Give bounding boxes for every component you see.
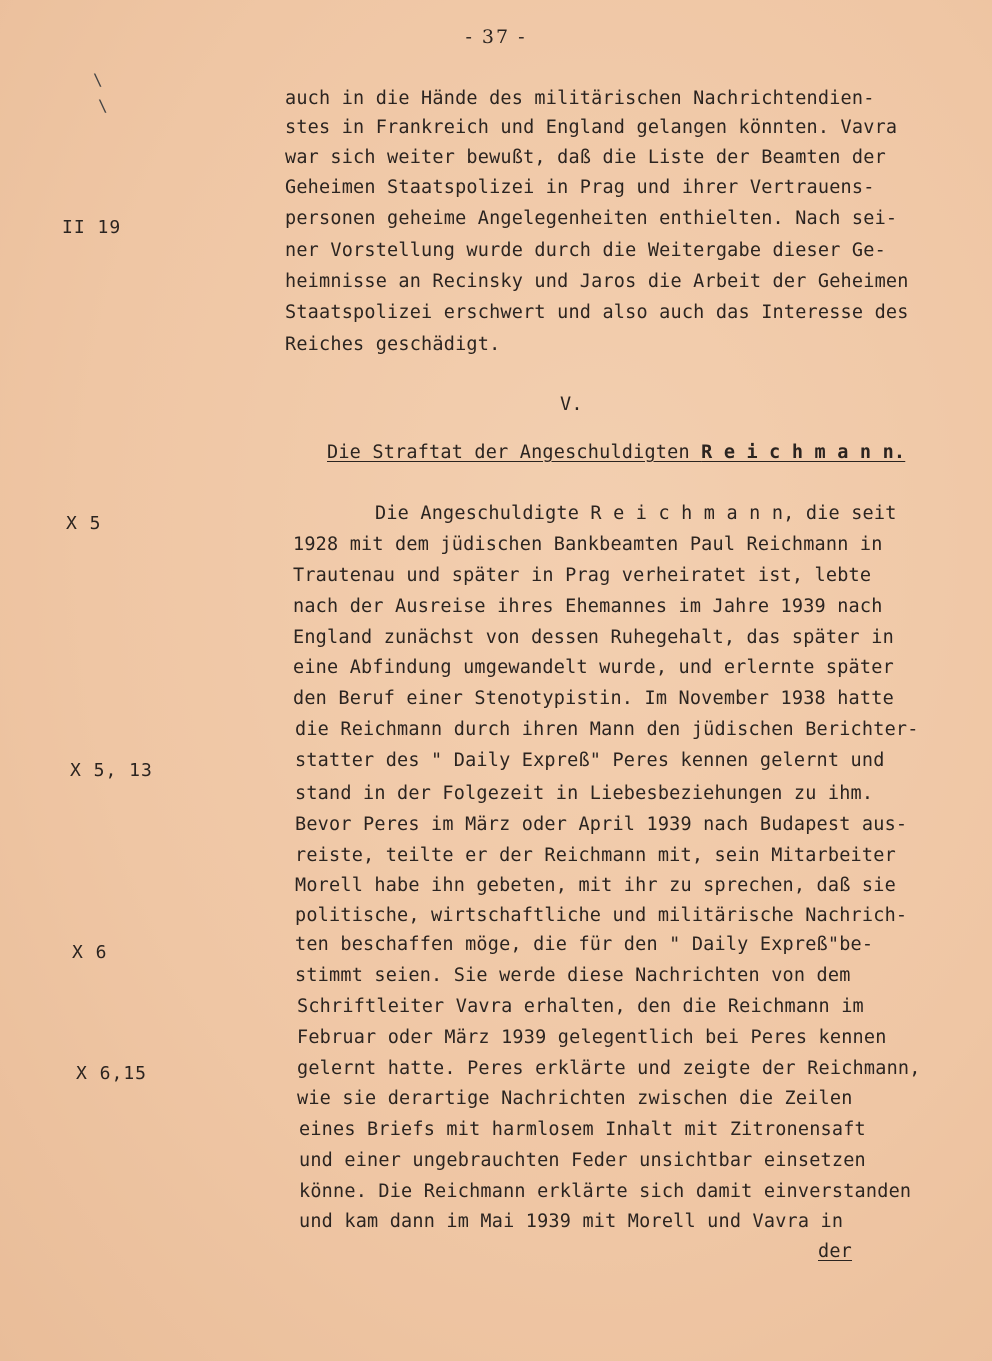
text-line: Geheimen Staatspolizei in Prag und ihrer Vertrauens- xyxy=(285,177,875,198)
text-line: ten beschaffen möge, die für den " Daily Expreß"be- xyxy=(295,934,874,955)
text-line: Staatspolizei erschwert und also auch das Interesse des xyxy=(285,302,909,323)
margin-note: II 19 xyxy=(62,217,122,238)
text-line: personen geheime Angelegenheiten enthielten. Nach sei- xyxy=(285,208,898,229)
text-line: politische, wirtschaftliche und militärische Nachrich- xyxy=(295,905,908,926)
catchword: der xyxy=(818,1241,853,1262)
text-line: heimnisse an Recinsky und Jaros die Arbeit der Geheimen xyxy=(285,271,909,292)
page-number: - 37 - xyxy=(465,26,527,48)
text-line: eines Briefs mit harmlosem Inhalt mit Zitronensaft xyxy=(299,1119,866,1140)
text-line: stes in Frankreich und England gelangen könnten. Vavra xyxy=(285,117,898,138)
text-line: stand in der Folgezeit in Liebesbeziehungen zu ihm. xyxy=(295,783,874,804)
text-line: Reiches geschädigt. xyxy=(285,334,501,355)
text-line: Die Angeschuldigte R e i c h m a n n, die seit xyxy=(375,503,897,524)
margin-note: X 6,15 xyxy=(76,1063,148,1084)
margin-note: X 5 xyxy=(66,513,102,534)
text-line: statter des " Daily Expreß" Peres kennen gelernt und xyxy=(295,750,885,771)
text-line: reiste, teilte er der Reichmann mit, sein Mitarbeiter xyxy=(295,845,896,866)
text-line: Februar oder März 1939 gelegentlich bei Peres kennen xyxy=(297,1027,887,1048)
text-line: war sich weiter bewußt, daß die Liste der Beamten der xyxy=(285,147,886,168)
section-heading-name: R e i c h m a n n. xyxy=(701,442,906,463)
pencil-mark: \ xyxy=(93,70,103,89)
text-line: Schriftleiter Vavra erhalten, den die Reichmann im xyxy=(297,996,864,1017)
text-line: nach der Ausreise ihres Ehemannes im Jahre 1939 nach xyxy=(293,596,883,617)
text-line: gelernt hatte. Peres erklärte und zeigte der Reichmann, xyxy=(297,1058,921,1079)
text-line: die Reichmann durch ihren Mann den jüdischen Berichter- xyxy=(295,719,919,740)
text-line: Morell habe ihn gebeten, mit ihr zu sprechen, daß sie xyxy=(295,875,896,896)
text-line: Bevor Peres im März oder April 1939 nach Budapest aus- xyxy=(295,814,908,835)
margin-note: X 6 xyxy=(72,942,108,963)
text-line: eine Abfindung umgewandelt wurde, und erlernte später xyxy=(293,657,894,678)
section-heading xyxy=(327,442,905,464)
pencil-mark: \ xyxy=(98,96,108,115)
text-line: Trautenau und später in Prag verheiratet ist, lebte xyxy=(293,565,872,586)
text-line: den Beruf einer Stenotypistin. Im November 1938 hatte xyxy=(293,688,894,709)
section-number: V. xyxy=(560,394,583,415)
text-line: ner Vorstellung wurde durch die Weitergabe dieser Ge- xyxy=(285,240,886,261)
text-line: könne. Die Reichmann erklärte sich damit einverstanden xyxy=(299,1181,912,1202)
text-line: und einer ungebrauchten Feder unsichtbar einsetzen xyxy=(299,1150,866,1171)
text-line: 1928 mit dem jüdischen Bankbeamten Paul Reichmann in xyxy=(293,534,883,555)
text-line: und kam dann im Mai 1939 mit Morell und Vavra in xyxy=(299,1211,844,1232)
text-line: England zunächst von dessen Ruhegehalt, das später in xyxy=(293,627,894,648)
text-line: stimmt seien. Sie werde diese Nachrichten von dem xyxy=(295,965,851,986)
text-line: auch in die Hände des militärischen Nachrichtendien- xyxy=(285,88,875,109)
text-line: wie sie derartige Nachrichten zwischen die Zeilen xyxy=(297,1088,853,1109)
section-heading-prefix: Die Straftat der Angeschuldigten xyxy=(327,442,702,463)
margin-note: X 5, 13 xyxy=(70,760,153,781)
